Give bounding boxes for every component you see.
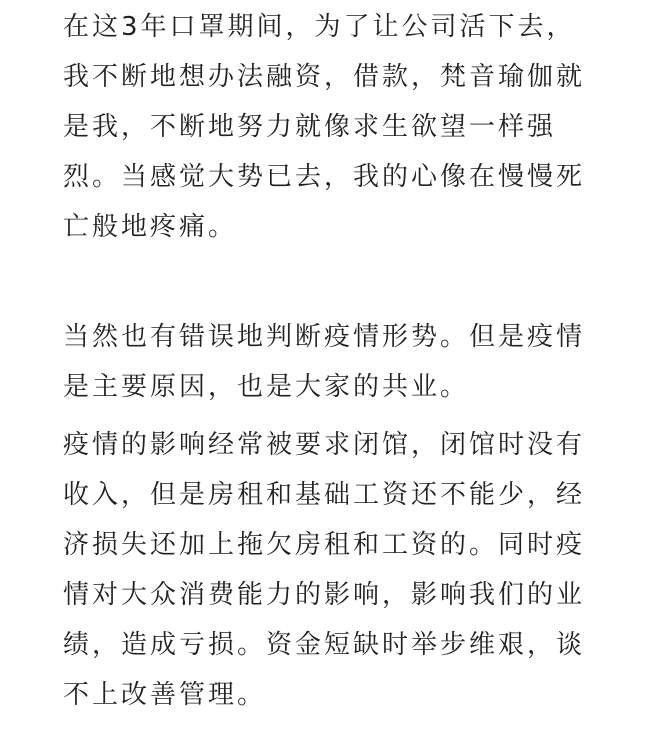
text-line: 烈。当感觉大势已去，我的心像在慢慢死 — [63, 162, 586, 192]
text-line: 绩，造成亏损。资金短缺时举步维艰，谈 — [63, 630, 586, 660]
text-line: 情对大众消费能力的影响，影响我们的业 — [63, 580, 586, 610]
text-line: 在这3年口罩期间，为了让公司活下去， — [63, 12, 576, 42]
text-line: 亡般地疼痛。 — [63, 212, 238, 242]
text-line: 济损失还加上拖欠房租和工资的。同时疫 — [63, 530, 586, 560]
text-line: 疫情的影响经常被要求闭馆，闭馆时没有 — [63, 430, 586, 460]
text-line: 是我，不断地努力就像求生欲望一样强 — [63, 112, 557, 142]
text-line: 当然也有错误地判断疫情形势。但是疫情 — [63, 322, 586, 352]
text-line: 是主要原因，也是大家的共业。 — [63, 372, 470, 402]
text-line: 我不断地想办法融资，借款，梵音瑜伽就 — [63, 62, 586, 92]
text-line: 收入，但是房租和基础工资还不能少，经 — [63, 480, 586, 510]
text-line: 不上改善管理。 — [63, 680, 267, 710]
